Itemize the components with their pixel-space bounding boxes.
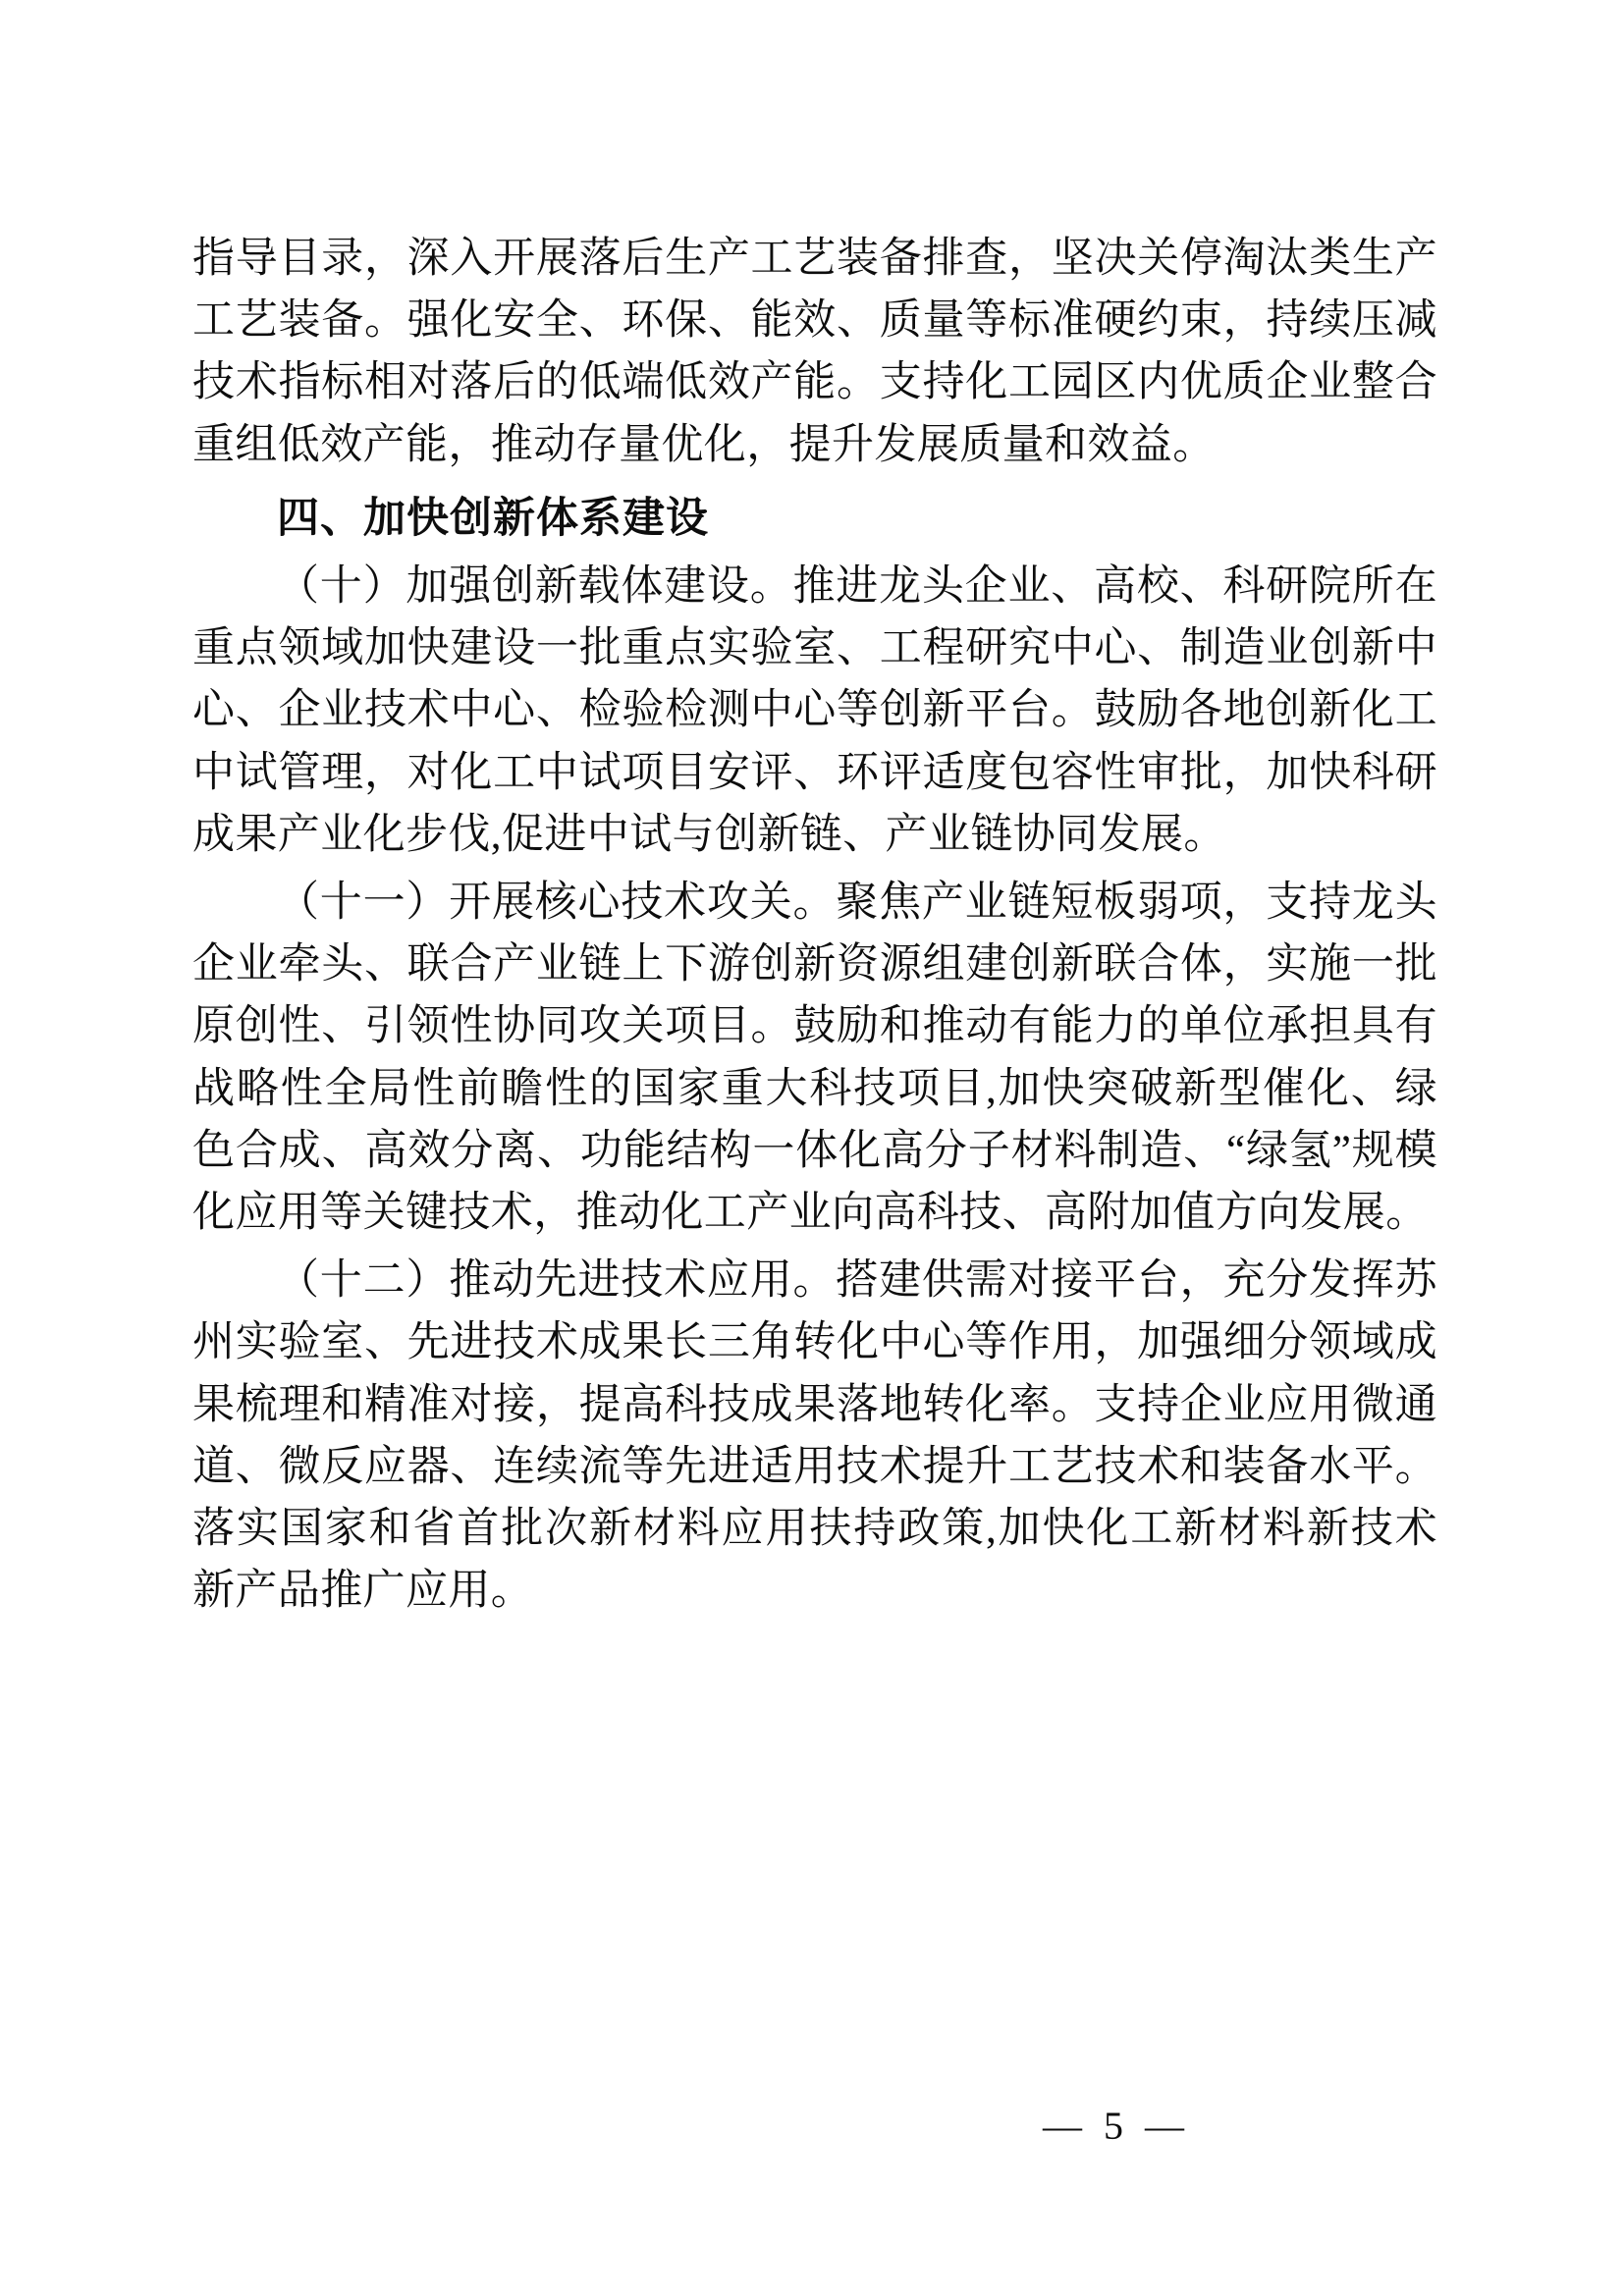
paragraph-continued: 指导目录，深入开展落后生产工艺装备排查，坚决关停淘汰类生产工艺装备。强化安全、环保、能效、质量等标准硬约束，持续压减技术指标相对落后的低端低效产能。支持化工园区内优质企业整合重组低效产能，推动存量优化，提升发展质量和效益。 [192,236,1437,468]
page-number: — 5 — [1043,2104,1190,2148]
page-content [192,228,1437,1622]
section-heading: 四、加快创新体系建设 [277,494,709,542]
paragraph-item-11: （十一）开展核心技术攻关。聚焦产业链短板弱项，支持龙头企业牵头、联合产业链上下游创新资源组建创新联合体，实施一批原创性、引领性协同攻关项目。鼓励和推动有能力的单位承担具有战略性全局性前瞻性的国家重大科技项目,加快突破新型催化、绿色合成、高效分离、功能结构一体化高分子材料制造、“绿氢”规模化应用等关键技术，推动化工产业向高科技、高附加值方向发展。 [192,880,1437,1237]
paragraph-item-12: （十二）推动先进技术应用。搭建供需对接平台，充分发挥苏州实验室、先进技术成果长三角转化中心等作用，加强细分领域成果梳理和精准对接，提高科技成果落地转化率。支持企业应用微通道、微反应器、连续流等先进适用技术提升工艺技术和装备水平。落实国家和省首批次新材料应用扶持政策,加快化工新材料新技术新产品推广应用。 [192,1257,1437,1615]
paragraph-item-10: （十）加强创新载体建设。推进龙头企业、高校、科研院所在重点领域加快建设一批重点实验室、工程研究中心、制造业创新中心、企业技术中心、检验检测中心等创新平台。鼓励各地创新化工中试管理，对化工中试项目安评、环评适度包容性审批，加快科研成果产业化步伐,促进中试与创新链、产业链协同发展。 [192,563,1437,858]
